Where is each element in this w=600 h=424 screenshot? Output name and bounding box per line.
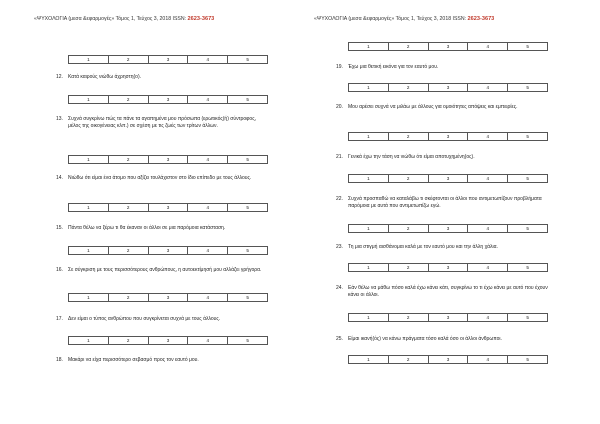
- rating-scale: [68, 55, 268, 64]
- scale-option-1[interactable]: 1: [69, 337, 109, 345]
- scale-option-5[interactable]: 5: [508, 225, 548, 233]
- scale-option-5[interactable]: 5: [228, 156, 268, 164]
- scale-option-3[interactable]: 3: [428, 356, 468, 364]
- question-number: 16.: [56, 267, 63, 273]
- scale-option-4[interactable]: 4: [468, 43, 508, 51]
- issn-number: 2623-3673: [467, 16, 495, 22]
- scale-option-1[interactable]: 1: [69, 294, 109, 302]
- scale-option-5[interactable]: 5: [228, 204, 268, 212]
- scale-option-3[interactable]: 3: [148, 96, 188, 104]
- scale-option-4[interactable]: 4: [468, 356, 508, 364]
- scale-option-3[interactable]: 3: [428, 43, 468, 51]
- scale-option-2[interactable]: 2: [108, 337, 148, 345]
- scale-option-1[interactable]: 1: [69, 96, 109, 104]
- question-text: Τη μια στιγμή αισθάνομαι καλά με τον εαυτό μου και την άλλη χάλια.: [348, 244, 498, 250]
- scale-option-2[interactable]: 2: [388, 356, 428, 364]
- question-number: 23.: [336, 244, 343, 250]
- scale-option-4[interactable]: 4: [468, 264, 508, 272]
- scale-option-1[interactable]: 1: [349, 43, 389, 51]
- rating-scale: [68, 203, 268, 212]
- scale-option-1[interactable]: 1: [349, 225, 389, 233]
- rating-scale: [68, 246, 268, 255]
- scale-option-3[interactable]: 3: [148, 294, 188, 302]
- scale-option-3[interactable]: 3: [148, 204, 188, 212]
- scale-option-2[interactable]: 2: [108, 294, 148, 302]
- question-number: 25.: [336, 336, 343, 342]
- scale-option-1[interactable]: 1: [349, 133, 389, 141]
- scale-option-5[interactable]: 5: [228, 96, 268, 104]
- scale-option-5[interactable]: 5: [508, 43, 548, 51]
- question-number: 19.: [336, 64, 343, 70]
- rating-scale: [348, 313, 548, 322]
- scale-option-1[interactable]: 1: [349, 356, 389, 364]
- question-text: Γενικά έχω την τάση να νιώθω ότι είμαι αποτυχημένη(ος).: [348, 154, 475, 160]
- scale-option-2[interactable]: 2: [108, 96, 148, 104]
- question-number: 12.: [56, 74, 63, 80]
- right-column: [310, 0, 560, 424]
- scale-option-2[interactable]: 2: [388, 314, 428, 322]
- scale-option-4[interactable]: 4: [468, 84, 508, 92]
- rating-scale: [348, 224, 548, 233]
- scale-option-4[interactable]: 4: [188, 204, 228, 212]
- scale-option-3[interactable]: 3: [428, 225, 468, 233]
- scale-option-3[interactable]: 3: [428, 314, 468, 322]
- scale-option-4[interactable]: 4: [468, 225, 508, 233]
- scale-option-4[interactable]: 4: [188, 56, 228, 64]
- scale-option-5[interactable]: 5: [508, 133, 548, 141]
- scale-option-2[interactable]: 2: [388, 133, 428, 141]
- scale-option-2[interactable]: 2: [388, 175, 428, 183]
- scale-option-3[interactable]: 3: [428, 264, 468, 272]
- question-number: 13.: [56, 116, 63, 122]
- rating-scale: [68, 155, 268, 164]
- question-text: Εάν θέλω να μάθω πόσο καλά έχω κάνει κάτι, συγκρίνω το τι έχω κάνει με αυτό που έχουν κάνει οι άλλοι.: [348, 285, 548, 298]
- scale-option-2[interactable]: 2: [388, 84, 428, 92]
- question-text: Έχω μια θετική εικόνα για τον εαυτό μου.: [348, 64, 439, 70]
- question-number: 17.: [56, 316, 63, 322]
- rating-scale: [348, 263, 548, 272]
- scale-option-4[interactable]: 4: [188, 337, 228, 345]
- scale-option-3[interactable]: 3: [428, 84, 468, 92]
- scale-option-4[interactable]: 4: [188, 156, 228, 164]
- question-number: 20.: [336, 104, 343, 110]
- question-text: Συχνά προσπαθώ να καταλάβω τι σκέφτονται οι άλλοι που αντιμετωπίζουν προβλήματα παρόμοια με αυτά που αντιμετωπίζω εγώ.: [348, 196, 542, 209]
- left-column: [30, 0, 280, 424]
- scale-option-5[interactable]: 5: [508, 175, 548, 183]
- journal-title: «ΨΥΧΟΛΟΓΙΑ (μεσα &εφαρμογές» Τόμος 1, Τεύχος 3, 2018 ISSN:: [34, 16, 187, 22]
- question-text: Δεν είμαι ο τύπος ανθρώπου που συγκρίνεται συχνά με τους άλλους.: [68, 316, 221, 322]
- scale-option-1[interactable]: 1: [69, 204, 109, 212]
- question-text: Συχνά συγκρίνω πώς τα πάνε τα αγαπημένα μου πρόσωπα (ερωτικός(ή) σύντροφος, μέλος της οικογένειας κλπ.) σε σχέση με τις ζωές των τρίτων άλλων.: [68, 116, 257, 129]
- scale-option-1[interactable]: 1: [349, 314, 389, 322]
- rating-scale: [348, 132, 548, 141]
- journal-header: [34, 16, 214, 22]
- question-text: Κατά καιρούς νιώθω άχρηστη(ο).: [68, 74, 142, 80]
- rating-scale: [348, 42, 548, 51]
- question-number: 24.: [336, 285, 343, 291]
- scale-option-3[interactable]: 3: [148, 56, 188, 64]
- rating-scale: [348, 355, 548, 364]
- scale-option-2[interactable]: 2: [108, 156, 148, 164]
- scale-option-2[interactable]: 2: [388, 264, 428, 272]
- scale-option-2[interactable]: 2: [388, 43, 428, 51]
- journal-title: «ΨΥΧΟΛΟΓΙΑ (μεσα &εφαρμογές» Τόμος 1, Τεύχος 3, 2018 ISSN:: [314, 16, 467, 22]
- scale-option-1[interactable]: 1: [69, 247, 109, 255]
- journal-header: [314, 16, 494, 22]
- scale-option-4[interactable]: 4: [188, 96, 228, 104]
- question-text: Είμαι ικανή(ός) να κάνω πράγματα τόσο καλά όσο οι άλλοι άνθρωποι.: [348, 336, 502, 342]
- scale-option-1[interactable]: 1: [69, 56, 109, 64]
- question-number: 14.: [56, 175, 63, 181]
- scale-option-4[interactable]: 4: [468, 314, 508, 322]
- scale-option-2[interactable]: 2: [108, 204, 148, 212]
- question-number: 15.: [56, 225, 63, 231]
- scale-option-5[interactable]: 5: [508, 84, 548, 92]
- scale-option-5[interactable]: 5: [508, 314, 548, 322]
- scale-option-2[interactable]: 2: [388, 225, 428, 233]
- scale-option-3[interactable]: 3: [148, 247, 188, 255]
- scale-option-4[interactable]: 4: [188, 294, 228, 302]
- scale-option-5[interactable]: 5: [228, 294, 268, 302]
- scale-option-5[interactable]: 5: [508, 356, 548, 364]
- question-text: Σε σύγκριση με τους περισσότερους ανθρώπους, η αυτοεκτίμησή μου αλλάζει γρήγορα.: [68, 267, 262, 273]
- scale-option-3[interactable]: 3: [428, 133, 468, 141]
- scale-option-5[interactable]: 5: [228, 247, 268, 255]
- rating-scale: [68, 95, 268, 104]
- scale-option-5[interactable]: 5: [228, 56, 268, 64]
- rating-scale: [348, 83, 548, 92]
- question-text: Μακάρι να είχα περισσότερο σεβασμό προς τον εαυτό μου.: [68, 357, 199, 363]
- scale-option-2[interactable]: 2: [108, 247, 148, 255]
- question-text: Νιώθω ότι είμαι ένα άτομο που αξίζει τουλάχιστον στο ίδιο επίπεδο με τους άλλους.: [68, 175, 252, 181]
- scale-option-5[interactable]: 5: [508, 264, 548, 272]
- scale-option-1[interactable]: 1: [349, 84, 389, 92]
- question-text: Πάντα θέλω να ξέρω τι θα έκαναν οι άλλοι σε μια παρόμοια κατάσταση.: [68, 225, 226, 231]
- question-number: 22.: [336, 196, 343, 202]
- rating-scale: [68, 336, 268, 345]
- scale-option-1[interactable]: 1: [349, 264, 389, 272]
- scale-option-1[interactable]: 1: [349, 175, 389, 183]
- rating-scale: [348, 174, 548, 183]
- scale-option-1[interactable]: 1: [69, 156, 109, 164]
- scale-option-4[interactable]: 4: [468, 175, 508, 183]
- scale-option-5[interactable]: 5: [228, 337, 268, 345]
- question-number: 21.: [336, 154, 343, 160]
- issn-number: 2623-3673: [187, 16, 215, 22]
- scale-option-3[interactable]: 3: [148, 337, 188, 345]
- question-number: 18.: [56, 357, 63, 363]
- scale-option-4[interactable]: 4: [188, 247, 228, 255]
- rating-scale: [68, 293, 268, 302]
- scale-option-4[interactable]: 4: [468, 133, 508, 141]
- question-text: Μου αρέσει συχνά να μιλάω με άλλους για ομοιότητες απόψεις και εμπειρίες.: [348, 104, 518, 110]
- scale-option-2[interactable]: 2: [108, 56, 148, 64]
- scale-option-3[interactable]: 3: [148, 156, 188, 164]
- scale-option-3[interactable]: 3: [428, 175, 468, 183]
